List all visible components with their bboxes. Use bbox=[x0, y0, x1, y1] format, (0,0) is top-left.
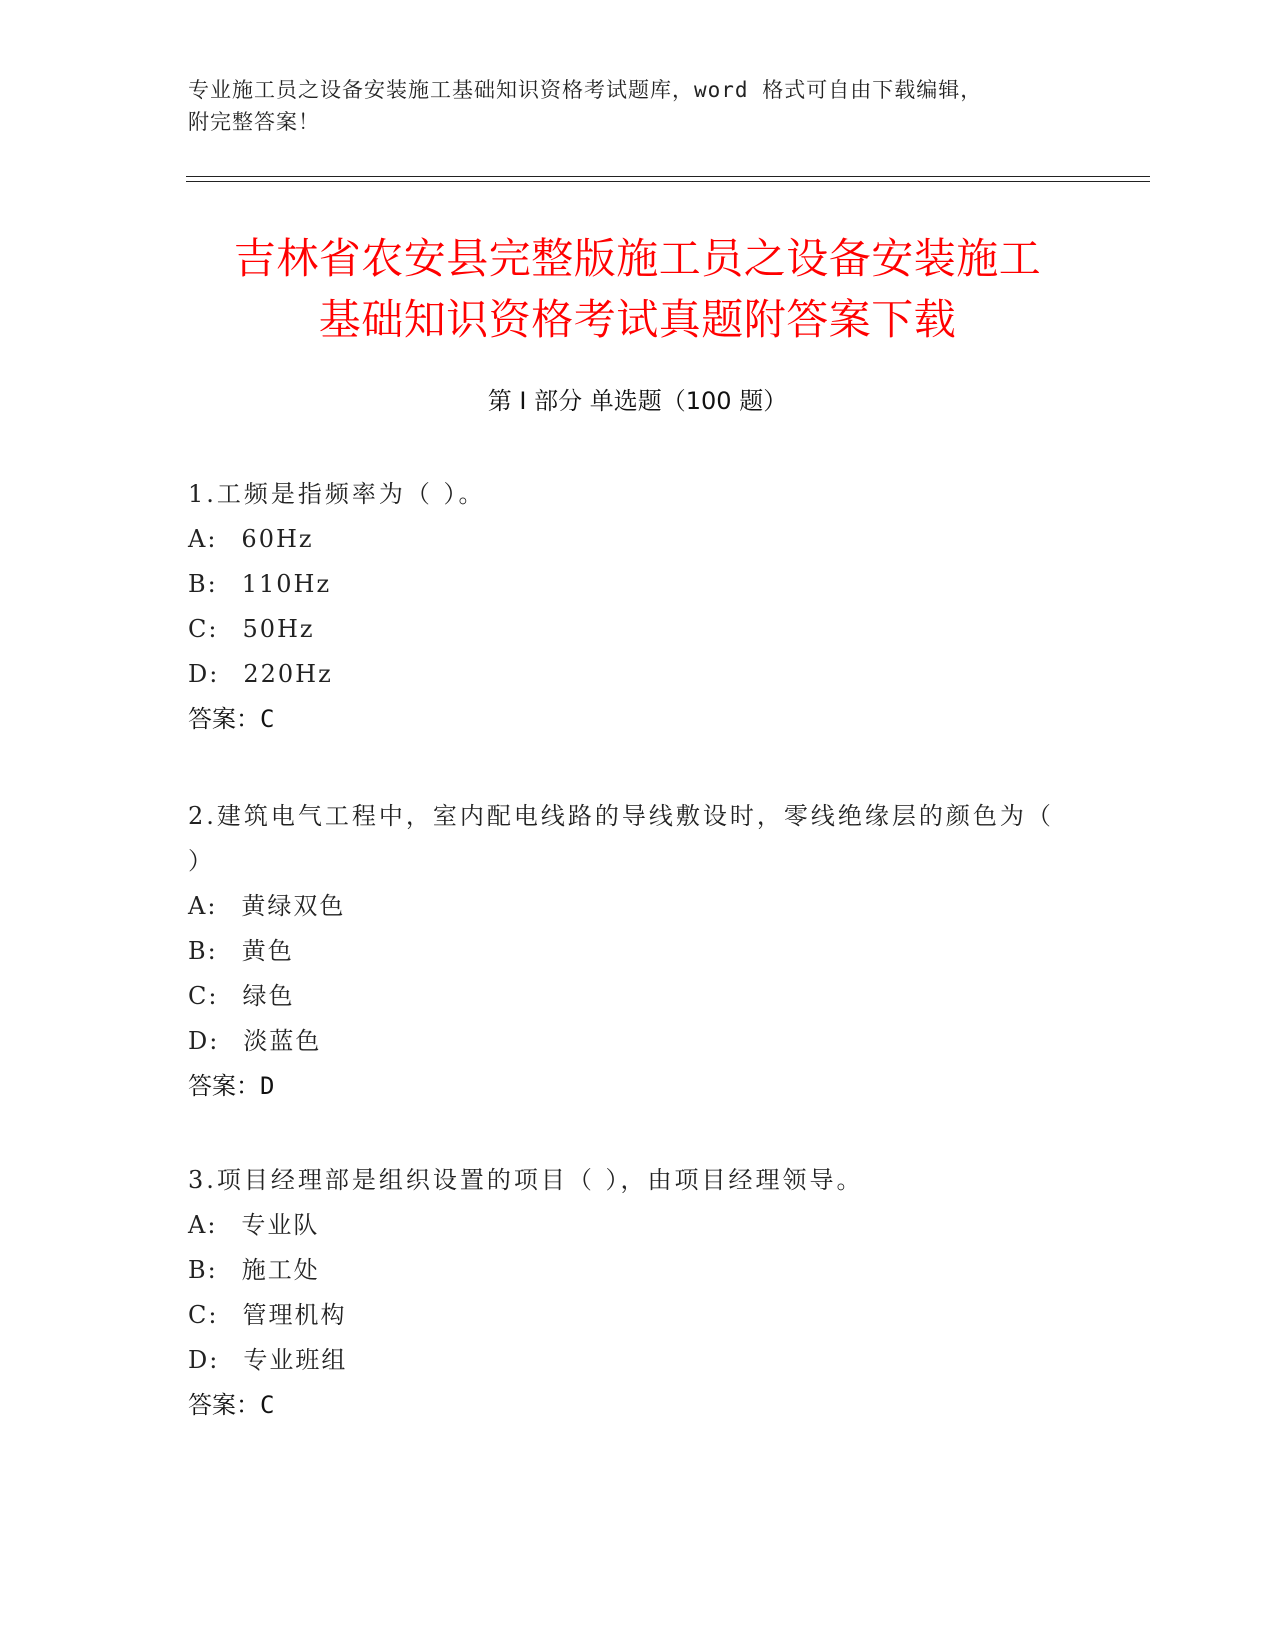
option-d bbox=[188, 652, 1068, 697]
option-letter: B: bbox=[188, 1256, 218, 1284]
option-text: 淡蓝色 bbox=[243, 1027, 322, 1055]
option-letter: C: bbox=[188, 1301, 219, 1329]
option-b bbox=[188, 562, 1068, 607]
header-divider-bottom bbox=[186, 181, 1150, 182]
document-title-line-1: 吉林省农安县完整版施工员之设备安装施工 bbox=[233, 234, 1042, 283]
option-text: 50Hz bbox=[242, 615, 315, 643]
question-block bbox=[188, 794, 1068, 1109]
option-text: 220Hz bbox=[243, 660, 333, 688]
question-block bbox=[188, 472, 1068, 742]
option-a bbox=[188, 1203, 1068, 1248]
question-block bbox=[188, 1158, 1068, 1428]
option-text: 专业队 bbox=[241, 1211, 320, 1239]
header-note bbox=[188, 74, 1068, 138]
option-c bbox=[188, 607, 1068, 652]
header-note-line-2: 附完整答案！ bbox=[188, 110, 320, 134]
header-note-line-1: 专业施工员之设备安装施工基础知识资格考试题库，word 格式可自由下载编辑， bbox=[188, 78, 983, 102]
answer-label: 答案： bbox=[188, 1072, 260, 1100]
document-title bbox=[100, 228, 1175, 350]
question-text: 2.建筑电气工程中，室内配电线路的导线敷设时，零线绝缘层的颜色为（ ） bbox=[188, 802, 1054, 875]
option-text: 施工处 bbox=[241, 1256, 320, 1284]
option-letter: A: bbox=[188, 892, 218, 920]
question-text: 3.项目经理部是组织设置的项目（ ），由项目经理领导。 bbox=[188, 1166, 864, 1194]
option-a bbox=[188, 517, 1068, 562]
option-letter: C: bbox=[188, 615, 219, 643]
option-letter: A: bbox=[188, 1211, 218, 1239]
option-text: 管理机构 bbox=[242, 1301, 347, 1329]
header-divider-top bbox=[186, 176, 1150, 177]
option-letter: B: bbox=[188, 570, 218, 598]
option-b bbox=[188, 929, 1068, 974]
answer-line bbox=[188, 1383, 1068, 1428]
answer-line bbox=[188, 1064, 1068, 1109]
option-text: 专业班组 bbox=[243, 1346, 348, 1374]
option-a bbox=[188, 884, 1068, 929]
option-text: 60Hz bbox=[241, 525, 314, 553]
option-text: 黄色 bbox=[241, 937, 294, 965]
section-title: 第 I 部分 单选题（100 题） bbox=[487, 387, 788, 415]
option-text: 绿色 bbox=[242, 982, 295, 1010]
answer-label: 答案： bbox=[188, 1391, 260, 1419]
option-b bbox=[188, 1248, 1068, 1293]
answer-label: 答案： bbox=[188, 705, 260, 733]
option-letter: A: bbox=[188, 525, 218, 553]
option-text: 110Hz bbox=[241, 570, 332, 598]
option-letter: D: bbox=[188, 1346, 220, 1374]
option-c bbox=[188, 974, 1068, 1019]
question-text: 1.工频是指频率为（ ）。 bbox=[188, 480, 486, 508]
option-text: 黄绿双色 bbox=[241, 892, 346, 920]
option-c bbox=[188, 1293, 1068, 1338]
answer-value: C bbox=[260, 1391, 275, 1419]
answer-value: C bbox=[260, 705, 275, 733]
option-letter: B: bbox=[188, 937, 218, 965]
answer-line bbox=[188, 697, 1068, 742]
option-d bbox=[188, 1019, 1068, 1064]
option-letter: D: bbox=[188, 660, 220, 688]
option-letter: D: bbox=[188, 1027, 220, 1055]
answer-value: D bbox=[260, 1072, 275, 1100]
option-letter: C: bbox=[188, 982, 219, 1010]
document-title-line-2: 基础知识资格考试真题附答案下载 bbox=[318, 295, 957, 344]
option-d bbox=[188, 1338, 1068, 1383]
